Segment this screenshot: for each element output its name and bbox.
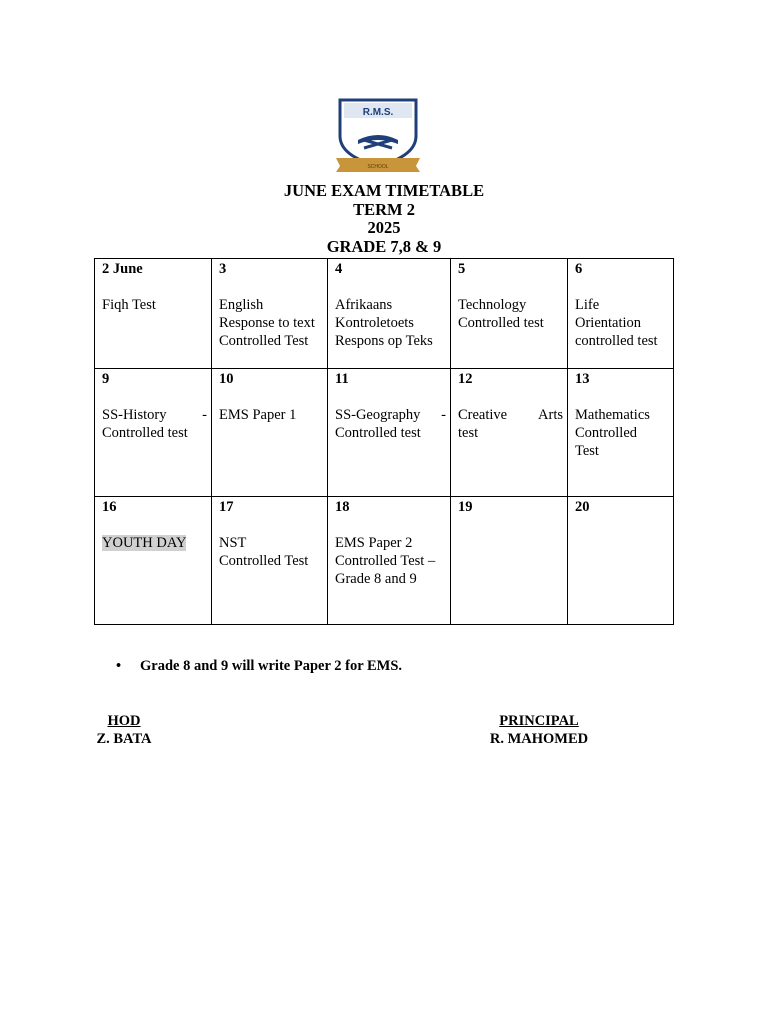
school-crest-logo: [330, 96, 426, 174]
note-item: [116, 658, 402, 675]
exam-subject-line: [102, 534, 207, 552]
exam-subject-line: controlled test: [575, 333, 658, 349]
exam-subject-line: Controlled Test –: [335, 553, 436, 569]
holiday-label: YOUTH DAY: [102, 535, 187, 551]
timetable-cell: [451, 369, 568, 497]
timetable-cell: [95, 369, 212, 497]
timetable-cell: [95, 497, 212, 625]
hod-name: Z. BATA: [96, 731, 152, 747]
subject-word: -: [202, 407, 207, 423]
exam-subject-line: EMS Paper 2: [335, 535, 413, 551]
document-title: JUNE EXAM TIMETABLE: [283, 181, 485, 200]
day-number: 11: [335, 371, 349, 387]
timetable-cell: [328, 497, 451, 625]
timetable-cell: [451, 259, 568, 369]
exam-subject-line: [102, 406, 207, 424]
timetable-cell: [568, 369, 674, 497]
timetable-cell: [212, 497, 328, 625]
timetable-cell: [212, 259, 328, 369]
day-number: 5: [458, 261, 466, 277]
svg-text:SCHOOL: SCHOOL: [367, 164, 389, 170]
exam-subject-line: Controlled Test: [219, 553, 309, 569]
day-number: 2 June: [102, 261, 143, 277]
exam-subject-line: English: [219, 297, 264, 313]
exam-subject-line: Controlled test: [458, 315, 544, 331]
day-number: 6: [575, 261, 583, 277]
day-number: 4: [335, 261, 343, 277]
exam-subject-line: Technology: [458, 297, 527, 313]
exam-subject-line: Response to text: [219, 315, 315, 331]
day-number: 10: [219, 371, 234, 387]
exam-timetable: [94, 258, 674, 625]
table-row: [95, 369, 674, 497]
term-label: TERM 2: [353, 199, 415, 219]
timetable-cell: [328, 259, 451, 369]
exam-subject-line: NST: [219, 535, 247, 551]
principal-signature: [484, 712, 594, 748]
grade-label: GRADE 7,8 & 9: [326, 236, 442, 256]
principal-title: PRINCIPAL: [499, 713, 579, 729]
day-number: 13: [575, 371, 590, 387]
exam-subject-line: test: [458, 425, 479, 441]
year-label: 2025: [367, 218, 401, 237]
timetable-cell: [95, 259, 212, 369]
bullet-icon: •: [116, 658, 122, 674]
day-number: 16: [102, 499, 117, 515]
timetable-heading: [0, 182, 768, 256]
table-row: [95, 259, 674, 369]
exam-subject-line: EMS Paper 1: [219, 407, 297, 423]
exam-subject-line: Controlled: [575, 425, 638, 441]
day-number: 3: [219, 261, 227, 277]
principal-name: R. MAHOMED: [489, 731, 589, 747]
subject-word: Creative: [458, 407, 508, 423]
exam-subject-line: Fiqh Test: [102, 297, 156, 313]
note-text: Grade 8 and 9 will write Paper 2 for EMS.: [140, 658, 403, 674]
hod-title: HOD: [107, 713, 141, 729]
day-number: 9: [102, 371, 110, 387]
exam-subject-line: Mathematics: [575, 407, 650, 423]
subject-word: -: [441, 407, 446, 423]
exam-subject-line: Respons op Teks: [335, 333, 433, 349]
day-number: 20: [575, 499, 590, 515]
subject-word: SS-History: [102, 407, 167, 423]
day-number: 12: [458, 371, 473, 387]
day-number: 18: [335, 499, 350, 515]
subject-word: SS-Geography: [335, 407, 421, 423]
table-row: [95, 497, 674, 625]
exam-subject-line: Afrikaans: [335, 297, 393, 313]
timetable-cell: [328, 369, 451, 497]
exam-subject-line: Grade 8 and 9: [335, 571, 417, 587]
hod-signature: [94, 712, 154, 748]
day-number: 17: [219, 499, 234, 515]
timetable-cell: [568, 497, 674, 625]
exam-subject-line: Test: [575, 443, 599, 459]
timetable-cell: [568, 259, 674, 369]
exam-subject-line: [458, 406, 563, 424]
exam-subject-line: Controlled Test: [219, 333, 309, 349]
subject-word: Arts: [538, 407, 563, 423]
exam-subject-line: [335, 406, 446, 424]
day-number: 19: [458, 499, 473, 515]
timetable-cell: [451, 497, 568, 625]
exam-subject-line: Controlled test: [335, 425, 421, 441]
exam-subject-line: Life: [575, 297, 600, 313]
svg-text:R.M.S.: R.M.S.: [362, 107, 394, 118]
exam-subject-line: Controlled test: [102, 425, 188, 441]
exam-subject-line: Orientation: [575, 315, 642, 331]
timetable-cell: [212, 369, 328, 497]
exam-subject-line: Kontroletoets: [335, 315, 414, 331]
